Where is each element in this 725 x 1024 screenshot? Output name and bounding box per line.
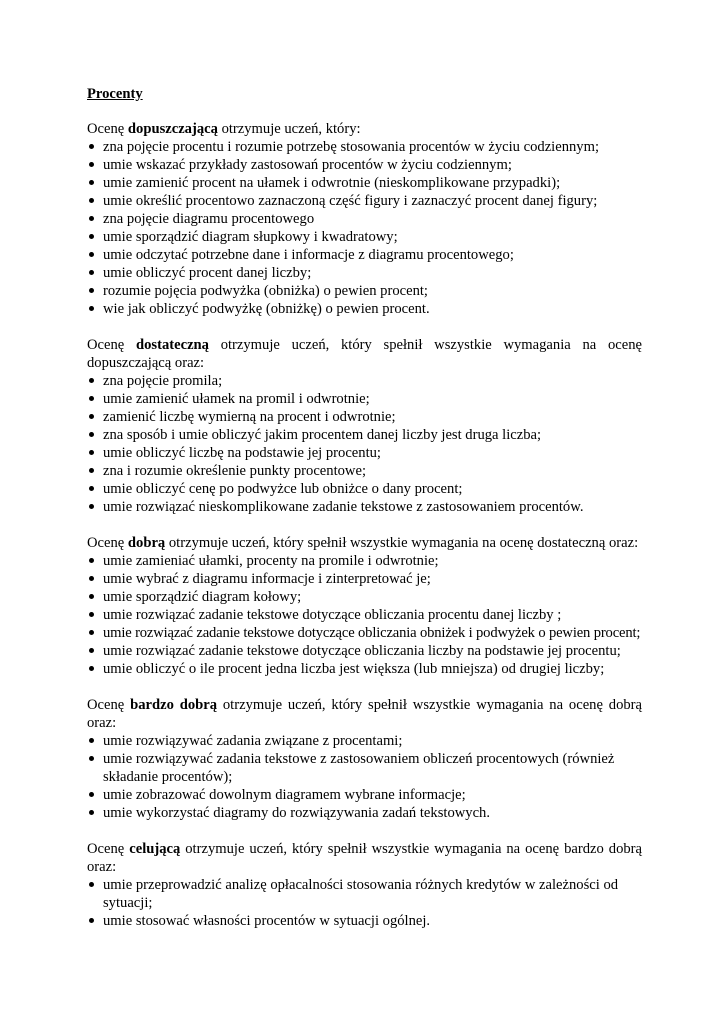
- intro-suffix: otrzymuje uczeń, który spełnił wszystkie wymagania na ocenę bardzo dobrą oraz:: [87, 841, 642, 875]
- list-item-text: rozumie pojęcia podwyżka (obniżka) o pewien procent;: [103, 283, 428, 299]
- grade-name: dopuszczającą: [127, 121, 218, 137]
- list-item: [87, 462, 642, 480]
- list-item-text: umie obliczyć cenę po podwyżce lub obniżce o dany procent;: [103, 481, 463, 497]
- section-intro: [87, 336, 642, 372]
- list-item-text: zna pojęcie promila;: [103, 373, 223, 389]
- list-item: [87, 732, 642, 750]
- list-item-text: umie odczytać potrzebne dane i informacje z diagramu procentowego;: [103, 247, 514, 263]
- list-item-text: umie wykorzystać diagramy do rozwiązywania zadań tekstowych.: [103, 805, 490, 821]
- section-dostateczna: [87, 336, 642, 516]
- list-item-text: umie zamieniać ułamki, procenty na promile i odwrotnie;: [103, 553, 439, 569]
- list-item-text: umie obliczyć procent danej liczby;: [103, 265, 312, 281]
- intro-prefix: Ocenę: [87, 121, 128, 137]
- intro-suffix: otrzymuje uczeń, który spełnił wszystkie wymagania na ocenę dobrą oraz:: [87, 697, 643, 731]
- list-item-text: umie wybrać z diagramu informacje i zinterpretować je;: [103, 571, 431, 587]
- intro-prefix: Ocenę: [87, 841, 130, 857]
- list-item: [87, 660, 642, 678]
- list-item-text: umie zobrazować dowolnym diagramem wybrane informacje;: [103, 787, 466, 803]
- list-item: [87, 390, 642, 408]
- list-item-text: umie obliczyć o ile procent jedna liczba jest większa (lub mniejsza) od drugiej liczby;: [103, 661, 605, 677]
- list-item-text: umie obliczyć liczbę na podstawie jej procentu;: [103, 445, 381, 461]
- list-item: [87, 372, 642, 390]
- list-item-text: umie rozwiązać zadanie tekstowe dotyczące obliczania procentu danej liczby ;: [103, 607, 562, 623]
- list-item-text: umie zamienić ułamek na promil i odwrotnie;: [103, 391, 370, 407]
- page-title: Procenty: [87, 86, 143, 102]
- list-item: [87, 480, 642, 498]
- section-intro: [87, 120, 642, 138]
- list-item: [87, 228, 642, 246]
- list-item: [87, 300, 642, 318]
- list-item: [87, 588, 642, 606]
- list-item-text: zna pojęcie procentu i rozumie potrzebę stosowania procentów w życiu codziennym;: [103, 139, 600, 155]
- requirements-list: [87, 372, 642, 516]
- list-item: [87, 210, 642, 228]
- list-item-text: umie przeprowadzić analizę opłacalności stosowania różnych kredytów w zależności od sytuacji;: [103, 877, 619, 911]
- intro-prefix: Ocenę: [87, 697, 131, 713]
- list-item-text: umie wskazać przykłady zastosowań procentów w życiu codziennym;: [103, 157, 512, 173]
- list-item-text: umie rozwiązać zadanie tekstowe dotyczące obliczania liczby na podstawie jej procentu;: [103, 643, 621, 659]
- requirements-list: [87, 138, 642, 318]
- section-dobra: [87, 534, 642, 678]
- grade-name: dostateczną: [136, 337, 209, 353]
- list-item-text: umie rozwiązać nieskomplikowane zadanie tekstowe z zastosowaniem procentów.: [103, 499, 584, 515]
- list-item: [87, 444, 642, 462]
- list-item: [87, 804, 642, 822]
- list-item: [87, 606, 642, 624]
- list-item-text: zna sposób i umie obliczyć jakim procentem danej liczby jest druga liczba;: [103, 427, 542, 443]
- list-item: [87, 264, 642, 282]
- intro-suffix: otrzymuje uczeń, który spełnił wszystkie wymagania na ocenę dostateczną oraz:: [165, 535, 639, 551]
- list-item: [87, 876, 642, 912]
- list-item: [87, 192, 642, 210]
- list-item: [87, 138, 642, 156]
- list-item-text: umie rozwiązać zadanie tekstowe dotyczące obliczania obniżek i podwyżek o pewien procent;: [103, 625, 641, 641]
- section-dopuszczajaca: [87, 120, 642, 318]
- list-item: [87, 624, 642, 642]
- list-item: [87, 426, 642, 444]
- list-item-text: zna i rozumie określenie punkty procentowe;: [103, 463, 367, 479]
- requirements-list: [87, 552, 642, 678]
- list-item: [87, 642, 642, 660]
- list-item: [87, 282, 642, 300]
- list-item-text: umie rozwiązywać zadania tekstowe z zastosowaniem obliczeń procentowych (również składanie procentów);: [103, 751, 615, 785]
- list-item: [87, 570, 642, 588]
- list-item-text: umie sporządzić diagram kołowy;: [103, 589, 302, 605]
- grade-name: bardzo dobrą: [130, 697, 218, 713]
- list-item-text: umie zamienić procent na ułamek i odwrotnie (nieskomplikowane przypadki);: [103, 175, 561, 191]
- section-bardzo-dobra: [87, 696, 642, 822]
- list-item: [87, 174, 642, 192]
- intro-suffix: otrzymuje uczeń, który:: [217, 121, 361, 137]
- list-item-text: umie sporządzić diagram słupkowy i kwadratowy;: [103, 229, 398, 245]
- list-item-text: zna pojęcie diagramu procentowego: [103, 211, 315, 227]
- list-item: [87, 786, 642, 804]
- list-item: [87, 912, 642, 930]
- document-page: [87, 85, 642, 948]
- list-item-text: umie stosować własności procentów w sytuacji ogólnej.: [103, 913, 431, 929]
- intro-suffix: otrzymuje uczeń, który spełnił wszystkie wymagania na ocenę dopuszczającą oraz:: [87, 337, 642, 371]
- list-item-text: wie jak obliczyć podwyżkę (obniżkę) o pewien procent.: [103, 301, 430, 317]
- section-intro: [87, 840, 642, 876]
- list-item-text: umie rozwiązywać zadania związane z procentami;: [103, 733, 403, 749]
- list-item: [87, 552, 642, 570]
- list-item-text: umie określić procentowo zaznaczoną część figury i zaznaczyć procent danej figury;: [103, 193, 598, 209]
- list-item: [87, 498, 642, 516]
- list-item: [87, 750, 642, 786]
- requirements-list: [87, 876, 642, 930]
- intro-prefix: Ocenę: [87, 337, 136, 353]
- requirements-list: [87, 732, 642, 822]
- list-item: [87, 246, 642, 264]
- list-item-text: zamienić liczbę wymierną na procent i odwrotnie;: [103, 409, 396, 425]
- section-intro: [87, 696, 642, 732]
- section-intro: [87, 534, 642, 552]
- intro-prefix: Ocenę: [87, 535, 128, 551]
- grade-name: dobrą: [127, 535, 166, 551]
- grade-name: celującą: [129, 841, 181, 857]
- section-celujaca: [87, 840, 642, 930]
- list-item: [87, 156, 642, 174]
- list-item: [87, 408, 642, 426]
